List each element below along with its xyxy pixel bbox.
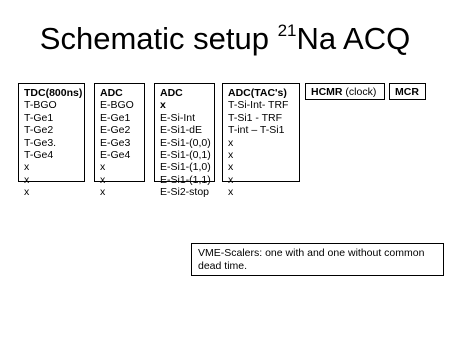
tdc-heading: TDC(800ns) [24,87,83,99]
adc-energy-box [94,83,145,199]
tdc-channel: T-Ge2 [24,124,54,137]
hcmr-clock-label: (clock) [342,86,377,98]
adc-tac-channel: x [228,173,234,186]
adc-tac-channel: T-Si-Int- TRF [228,99,289,112]
adc-tac-box [222,83,300,199]
adc-si-channel: E-Si1-(0,1) [160,149,211,162]
tdc-box [18,83,85,199]
adc-tac-channel: x [228,136,234,149]
adc-si-box [154,83,215,199]
adc-tac-channel: x [228,186,234,199]
adc-si-channel: E-Si1-(0,0) [160,136,211,149]
hcmr-box [305,83,385,100]
adc-energy-channel: x [100,161,106,174]
tdc-channel: x [24,173,30,186]
tdc-channel: T-Ge3. [24,136,57,149]
adc-si-channel: E-Si-Int [160,111,196,124]
adc-si-channel: E-Si1-(1,0) [160,161,211,174]
adc-tac-channel: x [228,149,234,162]
vme-scalers-text: VME-Scalers: one with and one without common dead time. [198,247,425,272]
vme-scalers-note [191,243,444,276]
adc-si-channel: E-Si1-(1,1) [160,173,211,186]
adc-energy-channel: E-Ge3 [100,136,131,149]
tdc-channel: x [24,186,30,199]
tdc-channel: x [24,161,30,174]
adc-energy-channel: x [100,173,106,186]
adc-tac-channel: T-int – T-Si1 [228,124,285,137]
adc-energy-channel: E-BGO [100,99,134,112]
adc-si-subheading: x [160,99,166,112]
tdc-channel: T-Ge4 [24,149,54,162]
adc-si-channel: E-Si1-dE [160,124,203,137]
adc-tac-channel: T-Si1 - TRF [228,111,283,124]
adc-energy-channel: E-Ge4 [100,149,131,162]
title-superscript: 21 [277,21,297,40]
tdc-channel: T-Ge1 [24,111,54,124]
adc-energy-heading: ADC [100,87,123,99]
title-tail: Na ACQ [296,21,411,56]
adc-energy-channel: x [100,186,106,199]
adc-tac-heading: ADC(TAC's) [228,87,287,99]
adc-si-heading: ADC [160,87,183,99]
tdc-channel: T-BGO [24,99,57,112]
slide-title [0,20,450,58]
adc-energy-channel: E-Ge1 [100,111,131,124]
mcr-box [389,83,426,100]
mcr-label: MCR [395,86,419,98]
adc-energy-channel: E-Ge2 [100,124,131,137]
title-main: Schematic setup [39,21,278,56]
adc-si-channel: E-Si2-stop [160,186,210,199]
hcmr-label: HCMR [311,86,343,98]
adc-tac-channel: x [228,161,234,174]
